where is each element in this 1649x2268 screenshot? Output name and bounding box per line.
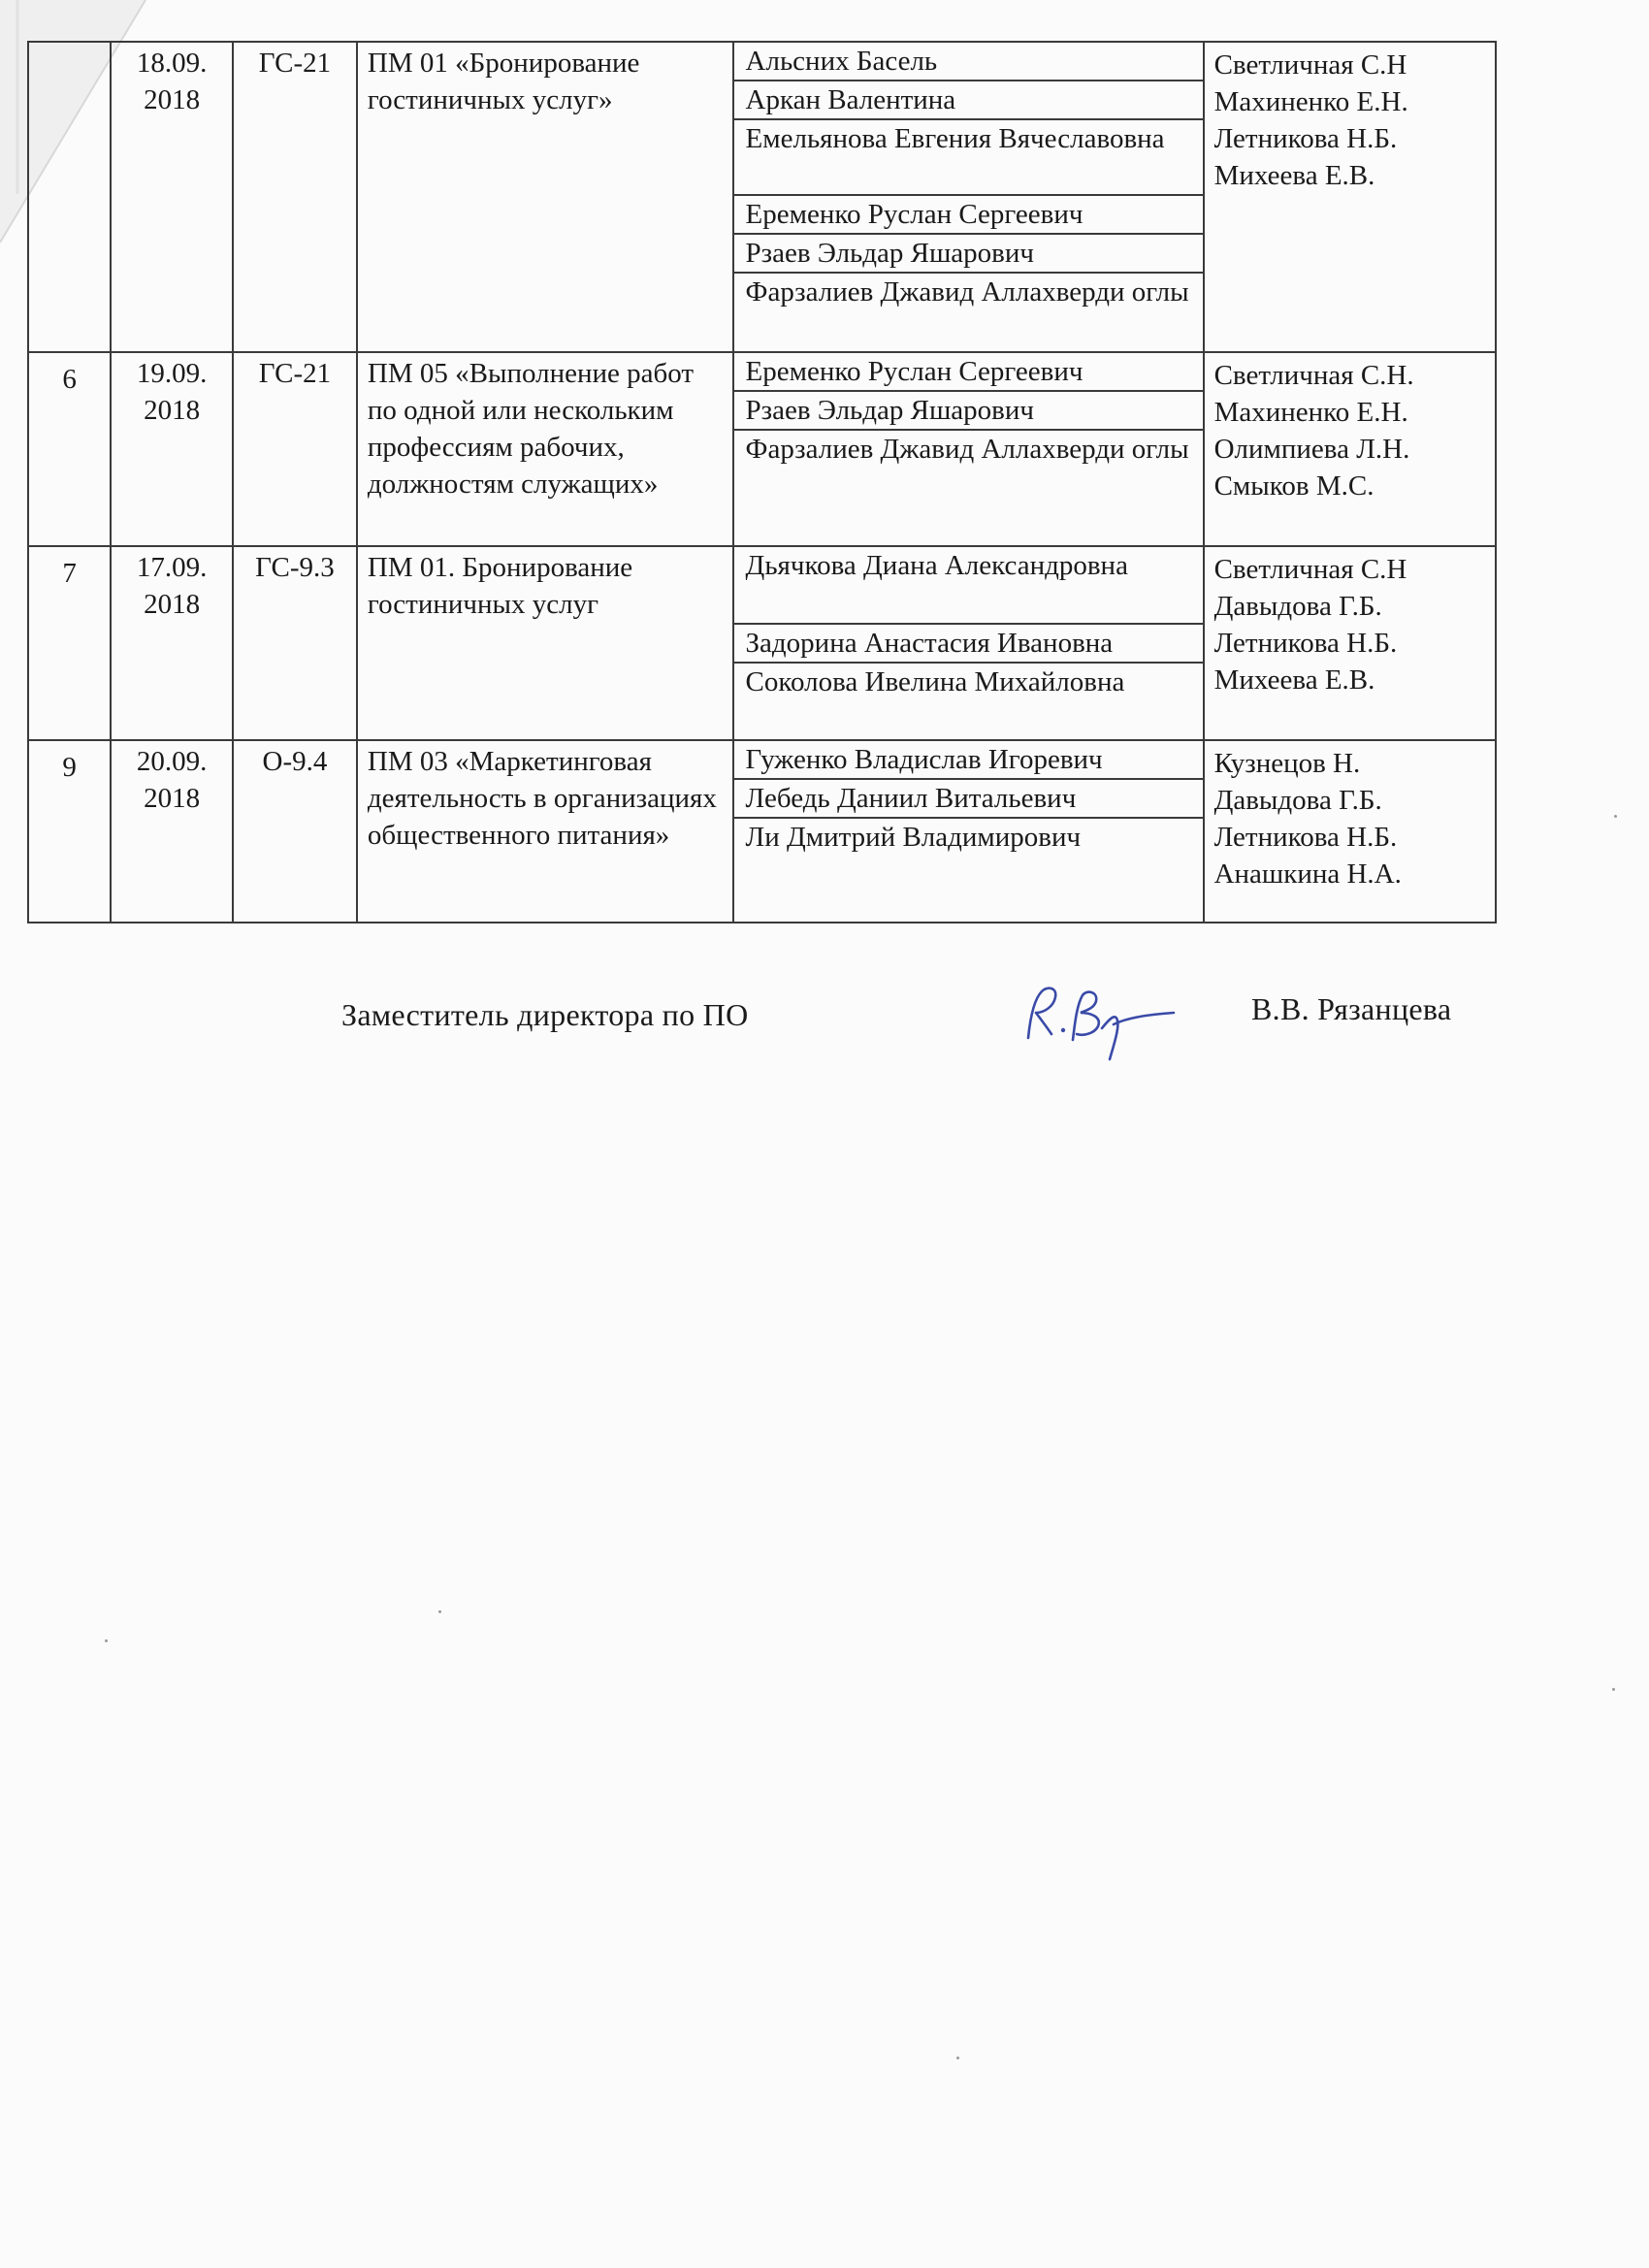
student-name: Аркан Валентина <box>733 81 1204 119</box>
examiner-name: Олимпиева Л.Н. <box>1213 434 1410 465</box>
signatory-position: Заместитель директора по ПО <box>341 997 749 1032</box>
exam-date-day: 18.09. <box>136 48 208 79</box>
row-number: 7 <box>28 546 111 740</box>
module-title: ПМ 03 «Маркетинговая деятельность в организациях общественного питания» <box>357 740 733 923</box>
examiner-name: Давыдова Г.Б. <box>1213 785 1382 816</box>
student-name: Лебедь Даниил Витальевич <box>733 779 1204 818</box>
row-number <box>28 42 111 352</box>
examiner-name: Смыков М.С. <box>1213 470 1374 502</box>
row-number: 9 <box>28 740 111 923</box>
exam-date-day: 20.09. <box>136 746 208 777</box>
examiners-list <box>1204 352 1496 546</box>
examiner-name: Анашкина Н.А. <box>1213 859 1402 890</box>
table-row <box>28 42 1496 81</box>
scan-speck <box>956 2057 959 2059</box>
examiners-list <box>1204 42 1496 352</box>
student-name: Емельянова Евгения Вячеславовна <box>733 119 1204 195</box>
signature-block <box>0 970 1649 1067</box>
examiner-name: Кузнецов Н. <box>1213 748 1361 779</box>
group-code: ГС-21 <box>233 352 357 546</box>
exam-date-year: 2018 <box>144 589 201 620</box>
examiner-name: Махиненко Е.Н. <box>1213 86 1408 117</box>
examiner-name: Светличная С.Н <box>1213 49 1407 81</box>
group-code: ГС-9.3 <box>233 546 357 740</box>
student-name: Фарзалиев Джавид Аллахверди оглы <box>733 273 1204 352</box>
table-row <box>28 740 1496 779</box>
module-title: ПМ 05 «Выполнение работ по одной или нескольким профессиям рабочих, должностям служащих» <box>357 352 733 546</box>
signatory-name: В.В. Рязанцева <box>1251 991 1452 1026</box>
exam-date-day: 17.09. <box>136 552 208 583</box>
student-name: Соколова Ивелина Михайловна <box>733 663 1204 740</box>
student-name: Ли Дмитрий Владимирович <box>733 818 1204 923</box>
exam-date-year: 2018 <box>144 84 201 115</box>
exam-date <box>111 546 233 740</box>
student-name: Рзаев Эльдар Яшарович <box>733 391 1204 430</box>
scan-speck <box>438 1610 441 1613</box>
group-code: О-9.4 <box>233 740 357 923</box>
examiner-name: Светличная С.Н <box>1213 554 1407 585</box>
scan-speck <box>105 1639 108 1642</box>
student-name: Еременко Руслан Сергеевич <box>733 352 1204 391</box>
examiner-name: Летникова Н.Б. <box>1213 628 1398 659</box>
module-title: ПМ 01 «Бронирование гостиничных услуг» <box>357 42 733 352</box>
student-name: Гуженко Владислав Игоревич <box>733 740 1204 779</box>
examiner-name: Летникова Н.Б. <box>1213 822 1398 853</box>
table-row <box>28 546 1496 624</box>
examiner-name: Михеева Е.В. <box>1213 664 1375 696</box>
module-title: ПМ 01. Бронирование гостиничных услуг <box>357 546 733 740</box>
exam-date <box>111 42 233 352</box>
examiner-name: Давыдова Г.Б. <box>1213 591 1382 622</box>
scan-speck <box>1612 1688 1615 1691</box>
exam-date <box>111 352 233 546</box>
student-name: Еременко Руслан Сергеевич <box>733 195 1204 234</box>
scan-speck <box>1614 815 1617 818</box>
exam-schedule-table <box>27 41 1497 923</box>
table-row <box>28 352 1496 391</box>
examiners-list <box>1204 546 1496 740</box>
handwritten-signature <box>1009 970 1183 1067</box>
examiners-list <box>1204 740 1496 923</box>
student-name: Дьячкова Диана Александровна <box>733 546 1204 624</box>
student-name: Альсних Басель <box>733 42 1204 81</box>
row-number: 6 <box>28 352 111 546</box>
exam-date <box>111 740 233 923</box>
examiner-name: Светличная С.Н. <box>1213 360 1414 391</box>
student-name: Рзаев Эльдар Яшарович <box>733 234 1204 273</box>
exam-date-year: 2018 <box>144 783 201 814</box>
student-name: Задорина Анастасия Ивановна <box>733 624 1204 663</box>
group-code: ГС-21 <box>233 42 357 352</box>
examiner-name: Махиненко Е.Н. <box>1213 397 1408 428</box>
exam-date-year: 2018 <box>144 395 201 426</box>
exam-date-day: 19.09. <box>136 358 208 389</box>
student-name: Фарзалиев Джавид Аллахверди оглы <box>733 430 1204 546</box>
examiner-name: Летникова Н.Б. <box>1213 123 1398 154</box>
examiner-name: Михеева Е.В. <box>1213 160 1375 191</box>
